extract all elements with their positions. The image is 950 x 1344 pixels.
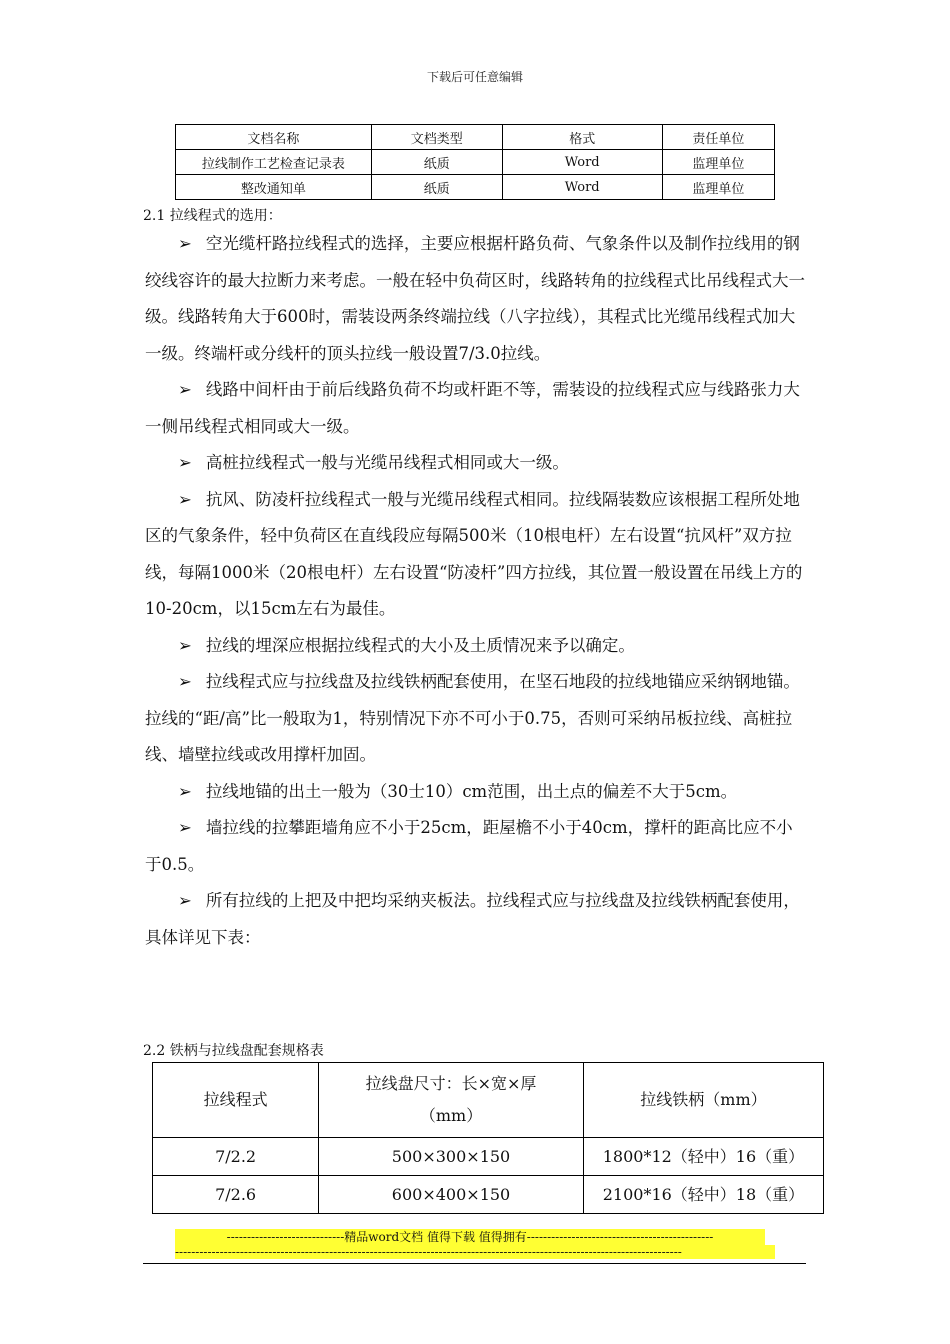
bullet-paragraph [145, 810, 805, 883]
bullet-paragraph [145, 628, 805, 665]
document-table [175, 124, 775, 200]
bullet-paragraph [145, 774, 805, 811]
footer-banner: -----------------------------精品word文档 值得下载 值得拥有---------------------------------------------- [175, 1229, 765, 1245]
table-cell: 2100*16（轻中）18（重） [583, 1176, 823, 1214]
table-cell: 7/2.6 [153, 1176, 319, 1214]
header-cell-line: （mm） [419, 1106, 483, 1125]
table-cell: 500×300×150 [319, 1138, 584, 1176]
header-cell: 责任单位 [662, 125, 774, 150]
paragraph-text: 拉线地锚的出土一般为（30士10）cm范围，出土点的偏差不大于5cm。 [205, 781, 738, 801]
bullet-paragraph [145, 883, 805, 956]
bullet-arrow-icon: ➢ [178, 891, 192, 910]
table-cell: 纸质 [371, 150, 502, 175]
table-cell: Word [502, 150, 662, 175]
table-header-row [153, 1063, 824, 1138]
paragraph-text: 拉线的埋深应根据拉线程式的大小及土质情况来予以确定。 [205, 635, 635, 655]
bullet-arrow-icon: ➢ [178, 489, 192, 509]
paragraph-text: 所有拉线的上把及中把均采纳夹板法。拉线程式应与拉线盘及拉线铁柄配套使用，具体详见下表： [145, 891, 800, 947]
paragraph-text: 抗风、防凌杆拉线程式一般与光缆吊线程式相同。拉线隔装数应该根据工程所处地区的气象条件，轻中负荷区在直线段应每隔500米（10根电杆）左右设置“抗风杆”双方拉线，每隔1000米（20根电杆）左右设置“防凌杆”四方拉线，其位置一般设置在吊线上方的10-20cm，以15cm左右为最佳。 [145, 489, 803, 618]
table-cell: 7/2.2 [153, 1138, 319, 1176]
bullet-arrow-icon: ➢ [178, 635, 192, 655]
table-row [176, 150, 775, 175]
header-cell: 拉线铁柄（mm） [583, 1063, 823, 1138]
paragraph-text: 墙拉线的拉攀距墙角应不小于25cm，距屋檐不小于40cm，撑杆的距高比应不小于0.5。 [145, 818, 793, 874]
bullet-paragraph [145, 664, 805, 774]
bullet-arrow-icon: ➢ [178, 234, 192, 253]
table-row [176, 175, 775, 200]
table-cell: 拉线制作工艺检查记录表 [176, 150, 372, 175]
body-text [145, 226, 805, 956]
table-header-row [176, 125, 775, 150]
bullet-arrow-icon: ➢ [178, 453, 192, 472]
header-cell: 格式 [502, 125, 662, 150]
section-title-2-1: 2.1 拉线程式的选用： [143, 208, 282, 224]
header-cell: 文档类型 [371, 125, 502, 150]
paragraph-text: 空光缆杆路拉线程式的选择，主要应根据杆路负荷、气象条件以及制作拉线用的钢绞线容许的最大拉断力来考虑。一般在轻中负荷区时，线路转角的拉线程式比吊线程式大一级。线路转角大于600时，需装设两条终端拉线（八字拉线），其程式比光缆吊线程式加大一级。终端杆或分线杆的顶头拉线一般设置7/3.0拉线。 [145, 234, 805, 363]
bullet-arrow-icon: ➢ [178, 672, 192, 691]
table-cell: 监理单位 [662, 150, 774, 175]
header-cell-line: 拉线盘尺寸：长×宽×厚 [365, 1074, 537, 1093]
header-note: 下载后可任意编辑 [426, 70, 523, 84]
paragraph-text: 线路中间杆由于前后线路负荷不均或杆距不等，需装设的拉线程式应与线路张力大一侧吊线程式相同或大一级。 [145, 380, 800, 436]
table-row [153, 1138, 824, 1176]
table-cell: 纸质 [371, 175, 502, 200]
bullet-arrow-icon: ➢ [178, 781, 192, 801]
bullet-paragraph [145, 372, 805, 445]
footer-dashes: ----------------------------------------------------------------------------------------------------------------------------- [175, 1245, 775, 1259]
table-cell: 监理单位 [662, 175, 774, 200]
bullet-arrow-icon: ➢ [178, 818, 192, 837]
table-row [153, 1176, 824, 1214]
table-cell: 1800*12（轻中）16（重） [583, 1138, 823, 1176]
bullet-arrow-icon: ➢ [178, 380, 192, 399]
table-cell: Word [502, 175, 662, 200]
paragraph-text: 拉线程式应与拉线盘及拉线铁柄配套使用，在坚石地段的拉线地锚应采纳钢地锚。 拉线的“距/高”比一般取为1，特别情况下亦不可小于0.75，否则可采纳吊板拉线、高桩拉线、墙壁拉线或改用撑杆加固。 [145, 672, 800, 764]
footer-divider [143, 1263, 806, 1264]
bullet-paragraph [145, 482, 805, 628]
spec-table [152, 1062, 824, 1214]
header-cell: 拉线程式 [153, 1063, 319, 1138]
bullet-paragraph [145, 226, 805, 372]
header-cell: 文档名称 [176, 125, 372, 150]
section-title-2-2: 2.2 铁柄与拉线盘配套规格表 [143, 1043, 324, 1059]
paragraph-text: 高桩拉线程式一般与光缆吊线程式相同或大一级。 [205, 453, 569, 472]
table-cell: 整改通知单 [176, 175, 372, 200]
bullet-paragraph [145, 445, 805, 482]
header-cell [319, 1063, 584, 1138]
table-cell: 600×400×150 [319, 1176, 584, 1214]
